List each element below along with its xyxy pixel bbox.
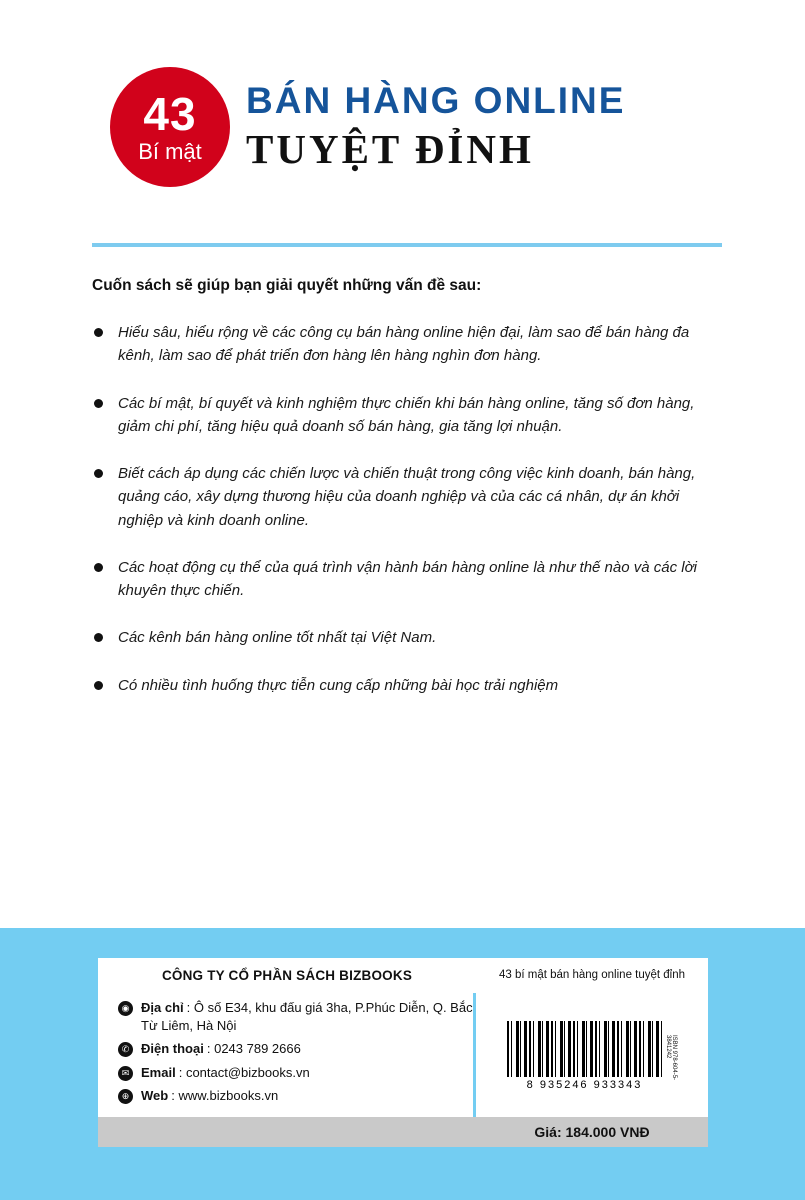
bullet-dot-icon (94, 563, 103, 572)
barcode-column (507, 1021, 662, 1091)
footer-band (0, 928, 805, 1200)
contact-row-email (118, 1064, 473, 1082)
badge-number: 43 (143, 88, 197, 140)
contact-label-web: Web (141, 1088, 169, 1104)
bullet-dot-icon (94, 469, 103, 478)
contact-label-address: Địa chỉ (141, 1000, 184, 1015)
list-item (92, 462, 724, 532)
cover-header (0, 52, 805, 202)
list-item-text: Hiểu sâu, hiểu rộng về các công cụ bán hàng online hiện đại, làm sao để bán hàng đa kênh, làm sao để phát triển đơn hàng lên hàng nghìn đơn hàng. (118, 324, 690, 365)
contact-label-phone: Điện thoại (141, 1041, 204, 1057)
header-divider (92, 243, 722, 247)
contact-label-email: Email (141, 1064, 176, 1080)
book-title-small: 43 bí mật bán hàng online tuyệt đỉnh (498, 969, 686, 981)
title-line-1: BÁN HÀNG ONLINE (246, 80, 626, 122)
bullet-dot-icon (94, 681, 103, 690)
price-row (98, 1117, 708, 1147)
list-item (92, 321, 724, 368)
contact-block (98, 993, 476, 1117)
list-item-text: Có nhiều tình huống thực tiễn cung cấp những bài học trải nghiệm (118, 676, 559, 694)
contact-row-address (118, 999, 473, 1034)
bullet-dot-icon (94, 633, 103, 642)
title-line-2: TUYỆT ĐỈNH (246, 125, 534, 172)
publisher-card (98, 958, 708, 1147)
list-item-text: Biết cách áp dụng các chiến lược và chiến thuật trong công việc kinh doanh, bán hàng, quảng cáo, xây dựng thương hiệu của doanh nghiệp và của các cá nhân, dự án khởi nghiệp và kinh doanh online. (118, 465, 696, 529)
location-icon: ◉ (118, 1001, 133, 1016)
contact-row-web (118, 1087, 473, 1105)
phone-icon: ✆ (118, 1042, 133, 1057)
contact-value-phone: 0243 789 2666 (214, 1041, 301, 1057)
bullet-dot-icon (94, 328, 103, 337)
content-area (92, 277, 724, 721)
list-item (92, 392, 724, 439)
publisher-body-row (98, 992, 708, 1117)
barcode-digits: 8 935246 933343 (526, 1078, 643, 1091)
list-item-text: Các bí mật, bí quyết và kinh nghiệm thực chiến khi bán hàng online, tăng số đơn hàng, giảm chi phí, tăng hiệu quả doanh số bán hàng, gia tăng lợi nhuận. (118, 394, 695, 435)
contact-value-address: Ô số E34, khu đấu giá 3ha, P.Phúc Diễn, Q. Bắc Từ Liêm, Hà Nội (141, 1000, 473, 1033)
email-icon: ✉ (118, 1066, 133, 1081)
contact-value-web: www.bizbooks.vn (178, 1088, 279, 1104)
contact-row-phone (118, 1040, 473, 1058)
list-item (92, 556, 724, 603)
bullet-dot-icon (94, 399, 103, 408)
isbn-side-text: ISBN 978-604-5-3841242 (665, 1034, 677, 1080)
contact-sep: : (206, 1041, 211, 1057)
barcode-wrap (507, 1021, 677, 1091)
badge-text: Bí mật (138, 139, 202, 164)
company-name: CÔNG TY CỔ PHẦN SÁCH BIZBOOKS (161, 967, 413, 983)
title-block (246, 80, 625, 174)
badge-43-secrets (110, 67, 230, 187)
barcode-block (476, 993, 708, 1117)
list-item-text: Các hoạt động cụ thể của quá trình vận hành bán hàng online là như thế nào và các lời khuyên thực chiến. (118, 558, 697, 599)
contact-sep: : (178, 1064, 183, 1080)
contact-sep: : (186, 1000, 191, 1015)
contact-value-email: contact@bizbooks.vn (185, 1064, 310, 1080)
list-item-text: Các kênh bán hàng online tốt nhất tại Việt Nam. (118, 629, 437, 647)
benefits-list (92, 321, 724, 697)
list-item (92, 626, 724, 649)
publisher-header-row (98, 958, 708, 992)
content-lead: Cuốn sách sẽ giúp bạn giải quyết những vấn đề sau: (92, 277, 482, 294)
barcode-icon (507, 1021, 662, 1077)
list-item (92, 674, 724, 697)
contact-sep: : (171, 1088, 175, 1104)
price-label: Giá: 184.000 VNĐ (534, 1123, 650, 1140)
web-icon: ⊕ (118, 1089, 133, 1104)
